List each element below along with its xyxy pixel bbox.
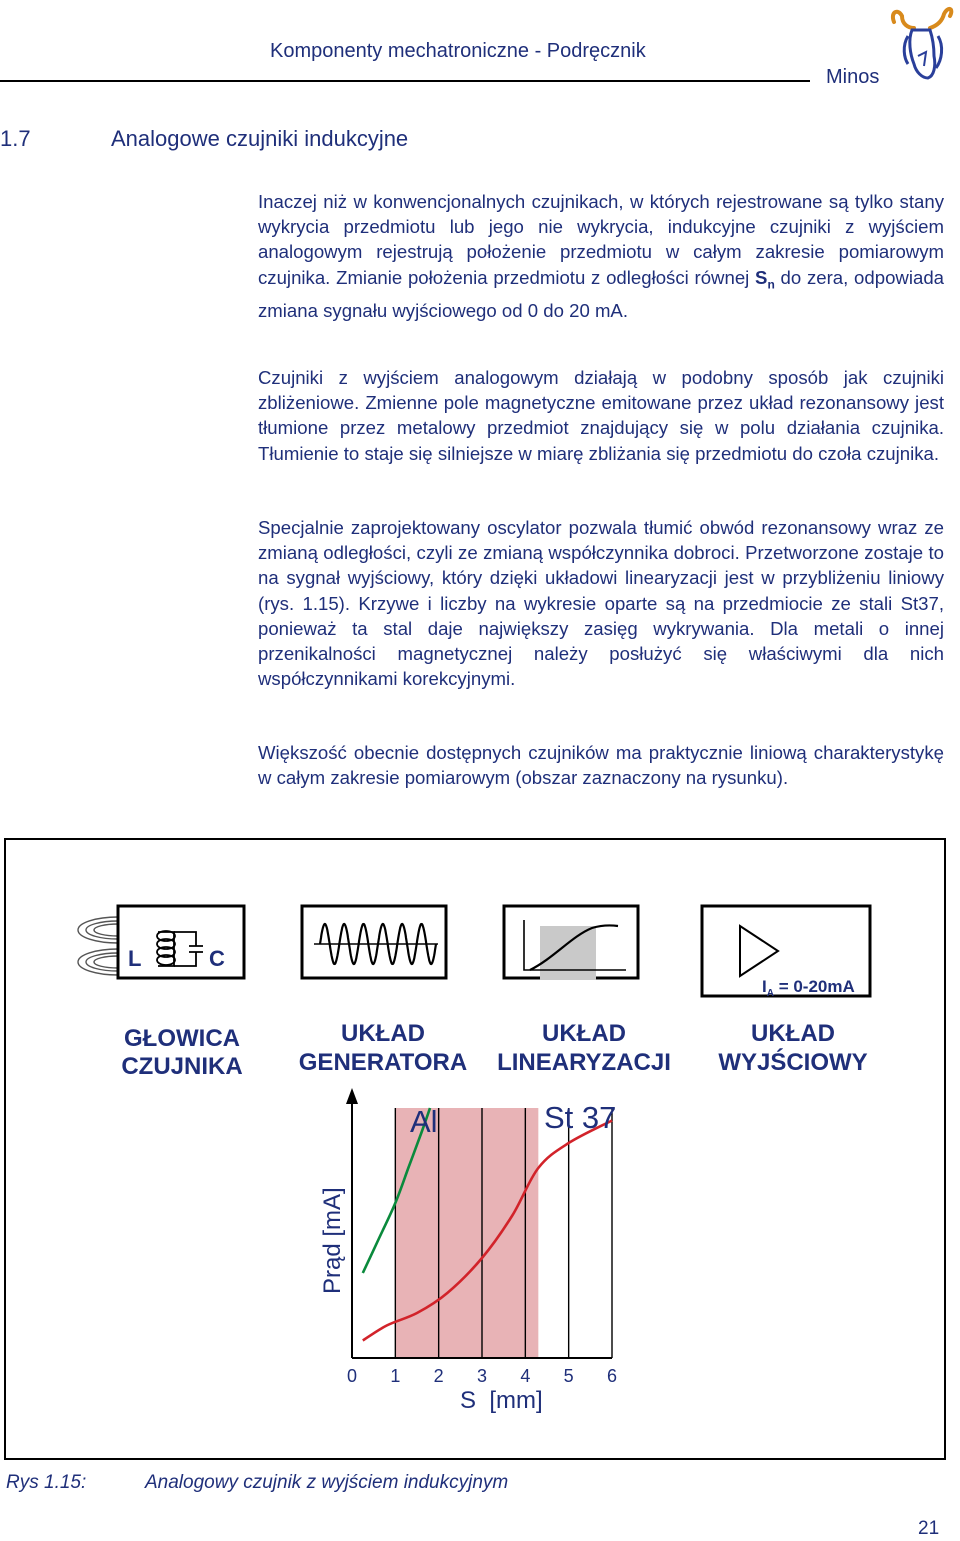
y-axis-arrow-icon — [346, 1088, 358, 1104]
capacitor-label: C — [209, 946, 225, 971]
inductor-label: L — [128, 946, 142, 971]
x-axis-label: S [mm] — [460, 1387, 543, 1414]
output-signal-label: $I_A = 0-20mA$ — [762, 977, 855, 999]
figure-frame — [4, 838, 946, 1460]
section-title: Analogowe czujniki indukcyjne — [111, 126, 409, 151]
bull-logo-icon — [888, 6, 956, 86]
generator-label-1: UKŁAD — [341, 1020, 425, 1047]
section-number: 1.7 — [0, 126, 31, 151]
x-tick-label: 5 — [563, 1366, 574, 1386]
x-tick-label: 0 — [346, 1366, 358, 1386]
x-tick-label: 3 — [476, 1366, 488, 1386]
x-tick-label: 4 — [520, 1366, 531, 1386]
current-distance-chart — [319, 1088, 617, 1414]
paragraph-1: Inaczej niż w konwencjonalnych czujnikach, w których rejestrowane są tylko stany wykrycia przedmiotu lub jego nie wykrycia, indukcyjne czujniki z wyjściem analogowym rejestrują położenie przedmiotu w całym zakresie pomiarowym czujnika. Zmianie położenia przedmiotu z odległości równej $S_n$ do zera, odpowiada zmiana sygnału wyjściowego od 0 do 20 mA. — [258, 191, 944, 321]
output-label-2: WYJŚCIOWY — [718, 1049, 868, 1076]
header-brand: Minos — [826, 66, 880, 88]
y-axis-label: Prąd [mA] — [319, 1187, 346, 1294]
figure-caption-number: Rys 1.15: — [6, 1472, 87, 1493]
generator-block — [302, 906, 446, 978]
output-label-1: UKŁAD — [751, 1020, 835, 1047]
x-tick-label: 2 — [433, 1366, 444, 1386]
figure-caption-text: Analogowy czujnik z wyjściem indukcyjnym — [145, 1472, 509, 1493]
series-st37-label: St 37 — [544, 1100, 617, 1135]
paragraph-2: Czujniki z wyjściem analogowym działają w podobny sposób jak czujniki zbliżeniowe. Zmienne pole magnetyczne emitowane przez układ rezonansowy jest tłumione przez metalowy przedmiot znajdujący się w polu działania czujnika. Tłumienie to staje się silniejsze w miarę zbliżania się przedmiotu do czoła czujnika. — [258, 367, 944, 464]
linearization-label-2: LINEARYZACJI — [497, 1049, 671, 1076]
paragraph-3: Specjalnie zaprojektowany oscylator pozwala tłumić obwód rezonansowy wraz ze zmianą odległości, czyli ze zmianą współczynnika dobroci. Przetworzone zostaje to na sygnał wyjściowy, który dzięki układowi linearyzacji jest w przybliżeniu liniowy (rys. 1.15). Krzywe i liczby na wykresie oparte są na przedmiocie ze stali St37, ponieważ ta stal daje największy zasięg wykrywania. Dla metali o innej przenikalności magnetycznej należy posłużyć się właściwymi dla nich współczynnikami korekcyjnymi. — [258, 517, 944, 690]
linearization-label-1: UKŁAD — [542, 1020, 626, 1047]
x-tick-label: 6 — [606, 1366, 618, 1386]
linear-range-shade — [540, 926, 596, 980]
head-label-2: CZUJNIKA — [121, 1053, 243, 1080]
generator-label-2: GENERATORA — [298, 1049, 468, 1076]
x-tick-label: 1 — [390, 1366, 401, 1386]
head-label-1: GŁOWICA — [124, 1025, 240, 1052]
series-al-label: Al — [410, 1104, 438, 1139]
document-header-title: Komponenty mechatroniczne - Podręcznik — [270, 40, 646, 62]
paragraph-4: Większość obecnie dostępnych czujników ma praktycznie liniową charakterystykę w całym zakresie pomiarowym (obszar zaznaczony na rysunku). — [258, 742, 944, 789]
header-rule — [0, 80, 810, 82]
figure-diagram — [6, 840, 944, 1458]
output-block — [702, 906, 870, 999]
sensor-head-block — [118, 906, 244, 978]
linearization-block — [504, 906, 638, 980]
page-number: 21 — [918, 1518, 940, 1539]
